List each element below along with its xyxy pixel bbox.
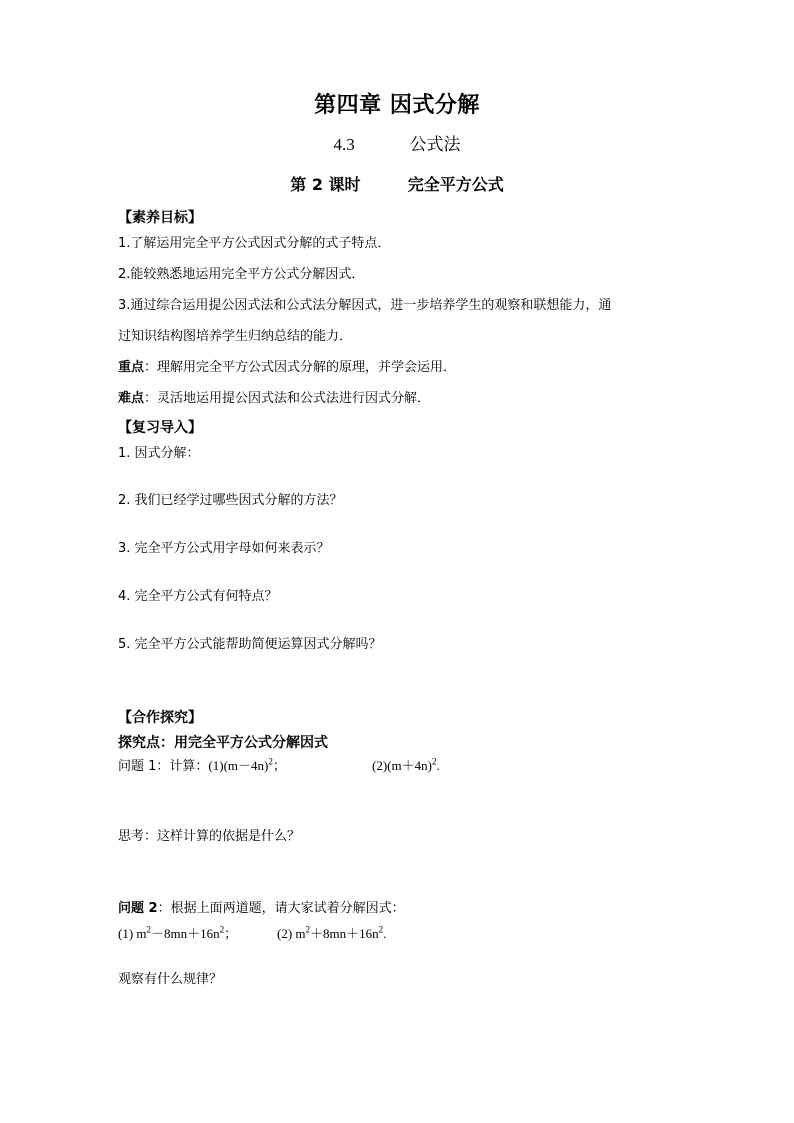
difficulty-point [118,390,430,408]
section-name: 公式法 [409,135,461,155]
section-number: 4.3 [333,135,355,154]
review-question-4: 4. 完全平方公式有何特点？ [118,589,278,604]
observe-question: 观察有什么规律？ [118,972,223,987]
explore-heading: 【合作探究】 [118,710,202,726]
question-2-text: ：根据上面两道题，请大家试着分解因式： [157,901,405,916]
key-point-label: 重点 [118,360,145,375]
question-2-part-1: (1) $m^2-8mn+16n^2$； [118,924,238,941]
question-2-label: 问题 2 [118,901,158,916]
question-1-prefix: 问题 1：计算： [118,759,209,774]
goal-item-3: 3.通过综合运用提公因式法和公式法分解因式，进一步培养学生的观察和联想能力，通 [118,298,612,313]
question-2-part-2: (2) $m^2+8mn+16n^2$. [277,924,387,941]
goal-item-3-cont: 过知识结构图培养学生归纳总结的能力． [118,329,353,344]
explore-point: 探究点：用完全平方公式分解因式 [118,735,328,751]
question-1-part-2: $(2)(m+4n)^2$. [372,756,440,773]
review-question-3: 3. 完全平方公式用字母如何来表示？ [118,541,330,556]
question-1-part-1: $(1)(m-4n)^2$ [208,756,273,773]
lesson-name: 完全平方公式 [407,175,504,194]
key-point [118,359,456,377]
difficulty-text: ：灵活地运用提公因式法和公式法进行因式分解． [144,391,431,406]
goals-heading: 【素养目标】 [118,210,202,226]
chapter-title: 第四章 因式分解 [314,93,480,118]
key-point-text: ：理解用完全平方公式因式分解的原理，并学会运用． [144,360,457,375]
section-title [0,130,794,155]
difficulty-label: 难点 [118,391,145,406]
think-question: 思考：这样计算的依据是什么？ [118,829,301,844]
review-question-2: 2. 我们已经学过哪些因式分解的方法？ [118,493,343,508]
question-2 [118,900,405,918]
review-question-1: 1. 因式分解： [118,446,200,461]
goal-item-2: 2.能较熟悉地运用完全平方公式分解因式． [118,267,365,282]
review-heading: 【复习导入】 [118,420,202,436]
goal-item-1: 1.了解运用完全平方公式因式分解的式子特点． [118,236,391,251]
question-1: 问题 1：计算：$(1)(m-4n)^2$； [118,756,286,774]
review-question-5: 5. 完全平方公式能帮助简便运算因式分解吗？ [118,637,382,652]
lesson-title [0,172,794,195]
lesson-label: 第 2 课时 [290,175,361,194]
